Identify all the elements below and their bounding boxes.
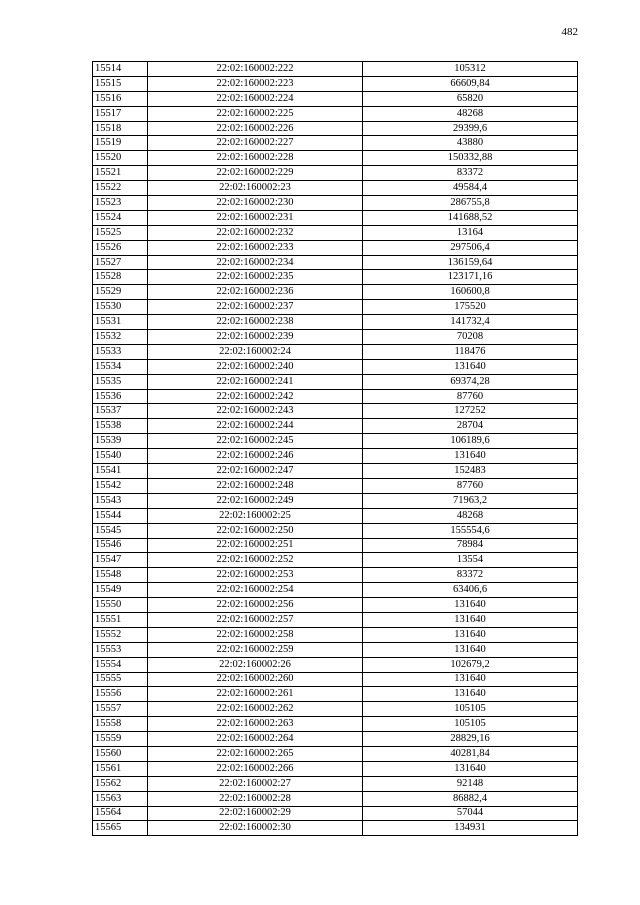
row-number-cell: 15550 bbox=[93, 598, 148, 613]
cadastral-value-cell: 92148 bbox=[363, 776, 578, 791]
table-row bbox=[93, 196, 578, 211]
table-row bbox=[93, 344, 578, 359]
row-number-cell: 15516 bbox=[93, 91, 148, 106]
cadastral-value-table bbox=[92, 61, 578, 836]
table-row bbox=[93, 568, 578, 583]
row-number-cell: 15536 bbox=[93, 389, 148, 404]
cadastral-number-cell: 22:02:160002:231 bbox=[148, 210, 363, 225]
table-row bbox=[93, 225, 578, 240]
table-row bbox=[93, 657, 578, 672]
cadastral-number-cell: 22:02:160002:225 bbox=[148, 106, 363, 121]
cadastral-number-cell: 22:02:160002:230 bbox=[148, 196, 363, 211]
cadastral-number-cell: 22:02:160002:265 bbox=[148, 746, 363, 761]
table-row bbox=[93, 389, 578, 404]
cadastral-number-cell: 22:02:160002:235 bbox=[148, 270, 363, 285]
row-number-cell: 15535 bbox=[93, 374, 148, 389]
cadastral-number-cell: 22:02:160002:240 bbox=[148, 359, 363, 374]
table-row bbox=[93, 553, 578, 568]
cadastral-number-cell: 22:02:160002:260 bbox=[148, 672, 363, 687]
cadastral-value-cell: 105105 bbox=[363, 702, 578, 717]
row-number-cell: 15542 bbox=[93, 478, 148, 493]
row-number-cell: 15558 bbox=[93, 717, 148, 732]
cadastral-number-cell: 22:02:160002:228 bbox=[148, 151, 363, 166]
cadastral-number-cell: 22:02:160002:241 bbox=[148, 374, 363, 389]
row-number-cell: 15515 bbox=[93, 76, 148, 91]
table-row bbox=[93, 330, 578, 345]
table-row bbox=[93, 166, 578, 181]
cadastral-value-cell: 141688,52 bbox=[363, 210, 578, 225]
row-number-cell: 15533 bbox=[93, 344, 148, 359]
cadastral-number-cell: 22:02:160002:247 bbox=[148, 464, 363, 479]
cadastral-value-cell: 150332,88 bbox=[363, 151, 578, 166]
row-number-cell: 15538 bbox=[93, 419, 148, 434]
table-row bbox=[93, 449, 578, 464]
cadastral-number-cell: 22:02:160002:28 bbox=[148, 791, 363, 806]
cadastral-value-cell: 131640 bbox=[363, 687, 578, 702]
cadastral-number-cell: 22:02:160002:261 bbox=[148, 687, 363, 702]
cadastral-number-cell: 22:02:160002:229 bbox=[148, 166, 363, 181]
cadastral-number-cell: 22:02:160002:262 bbox=[148, 702, 363, 717]
cadastral-number-cell: 22:02:160002:23 bbox=[148, 181, 363, 196]
cadastral-number-cell: 22:02:160002:30 bbox=[148, 821, 363, 836]
cadastral-number-cell: 22:02:160002:234 bbox=[148, 255, 363, 270]
table-row bbox=[93, 791, 578, 806]
table-row bbox=[93, 210, 578, 225]
table-row bbox=[93, 702, 578, 717]
cadastral-value-cell: 63406,6 bbox=[363, 583, 578, 598]
table-row bbox=[93, 464, 578, 479]
table-row bbox=[93, 642, 578, 657]
cadastral-number-cell: 22:02:160002:238 bbox=[148, 315, 363, 330]
cadastral-value-cell: 127252 bbox=[363, 404, 578, 419]
cadastral-number-cell: 22:02:160002:244 bbox=[148, 419, 363, 434]
cadastral-number-cell: 22:02:160002:239 bbox=[148, 330, 363, 345]
row-number-cell: 15539 bbox=[93, 434, 148, 449]
cadastral-number-cell: 22:02:160002:254 bbox=[148, 583, 363, 598]
cadastral-value-cell: 131640 bbox=[363, 449, 578, 464]
cadastral-number-cell: 22:02:160002:257 bbox=[148, 612, 363, 627]
row-number-cell: 15529 bbox=[93, 285, 148, 300]
cadastral-number-cell: 22:02:160002:227 bbox=[148, 136, 363, 151]
row-number-cell: 15556 bbox=[93, 687, 148, 702]
row-number-cell: 15543 bbox=[93, 493, 148, 508]
cadastral-value-cell: 131640 bbox=[363, 672, 578, 687]
table-row bbox=[93, 493, 578, 508]
table-row bbox=[93, 285, 578, 300]
cadastral-number-cell: 22:02:160002:263 bbox=[148, 717, 363, 732]
table-row bbox=[93, 121, 578, 136]
cadastral-number-cell: 22:02:160002:29 bbox=[148, 806, 363, 821]
cadastral-value-cell: 136159,64 bbox=[363, 255, 578, 270]
cadastral-value-cell: 131640 bbox=[363, 359, 578, 374]
table-row bbox=[93, 478, 578, 493]
cadastral-number-cell: 22:02:160002:249 bbox=[148, 493, 363, 508]
cadastral-number-cell: 22:02:160002:256 bbox=[148, 598, 363, 613]
cadastral-value-cell: 83372 bbox=[363, 568, 578, 583]
cadastral-value-cell: 131640 bbox=[363, 642, 578, 657]
row-number-cell: 15552 bbox=[93, 627, 148, 642]
cadastral-value-cell: 105312 bbox=[363, 62, 578, 77]
table-row bbox=[93, 315, 578, 330]
row-number-cell: 15537 bbox=[93, 404, 148, 419]
cadastral-value-cell: 102679,2 bbox=[363, 657, 578, 672]
cadastral-number-cell: 22:02:160002:236 bbox=[148, 285, 363, 300]
row-number-cell: 15544 bbox=[93, 508, 148, 523]
table-row bbox=[93, 523, 578, 538]
cadastral-value-cell: 131640 bbox=[363, 612, 578, 627]
cadastral-number-cell: 22:02:160002:251 bbox=[148, 538, 363, 553]
table-row bbox=[93, 746, 578, 761]
table-row bbox=[93, 181, 578, 196]
cadastral-number-cell: 22:02:160002:258 bbox=[148, 627, 363, 642]
cadastral-value-cell: 141732,4 bbox=[363, 315, 578, 330]
cadastral-value-cell: 29399,6 bbox=[363, 121, 578, 136]
cadastral-value-cell: 70208 bbox=[363, 330, 578, 345]
cadastral-value-cell: 28704 bbox=[363, 419, 578, 434]
cadastral-value-cell: 13554 bbox=[363, 553, 578, 568]
table-row bbox=[93, 717, 578, 732]
table-row bbox=[93, 583, 578, 598]
table-row bbox=[93, 106, 578, 121]
cadastral-value-cell: 87760 bbox=[363, 478, 578, 493]
table-row bbox=[93, 255, 578, 270]
cadastral-number-cell: 22:02:160002:233 bbox=[148, 240, 363, 255]
cadastral-value-cell: 297506,4 bbox=[363, 240, 578, 255]
table-row bbox=[93, 821, 578, 836]
cadastral-value-cell: 65820 bbox=[363, 91, 578, 106]
cadastral-value-cell: 71963,2 bbox=[363, 493, 578, 508]
row-number-cell: 15553 bbox=[93, 642, 148, 657]
row-number-cell: 15524 bbox=[93, 210, 148, 225]
cadastral-value-cell: 131640 bbox=[363, 627, 578, 642]
row-number-cell: 15526 bbox=[93, 240, 148, 255]
cadastral-number-cell: 22:02:160002:224 bbox=[148, 91, 363, 106]
row-number-cell: 15517 bbox=[93, 106, 148, 121]
row-number-cell: 15522 bbox=[93, 181, 148, 196]
cadastral-value-cell: 28829,16 bbox=[363, 732, 578, 747]
row-number-cell: 15549 bbox=[93, 583, 148, 598]
row-number-cell: 15551 bbox=[93, 612, 148, 627]
table-row bbox=[93, 776, 578, 791]
cadastral-number-cell: 22:02:160002:248 bbox=[148, 478, 363, 493]
row-number-cell: 15521 bbox=[93, 166, 148, 181]
cadastral-number-cell: 22:02:160002:222 bbox=[148, 62, 363, 77]
cadastral-number-cell: 22:02:160002:26 bbox=[148, 657, 363, 672]
table-row bbox=[93, 374, 578, 389]
table-row bbox=[93, 136, 578, 151]
table-row bbox=[93, 687, 578, 702]
row-number-cell: 15514 bbox=[93, 62, 148, 77]
table-row bbox=[93, 732, 578, 747]
cadastral-value-cell: 106189,6 bbox=[363, 434, 578, 449]
row-number-cell: 15527 bbox=[93, 255, 148, 270]
table-row bbox=[93, 598, 578, 613]
cadastral-value-cell: 131640 bbox=[363, 761, 578, 776]
row-number-cell: 15532 bbox=[93, 330, 148, 345]
cadastral-number-cell: 22:02:160002:25 bbox=[148, 508, 363, 523]
row-number-cell: 15530 bbox=[93, 300, 148, 315]
row-number-cell: 15525 bbox=[93, 225, 148, 240]
row-number-cell: 15560 bbox=[93, 746, 148, 761]
table-row bbox=[93, 806, 578, 821]
cadastral-value-cell: 49584,4 bbox=[363, 181, 578, 196]
cadastral-number-cell: 22:02:160002:24 bbox=[148, 344, 363, 359]
cadastral-value-cell: 123171,16 bbox=[363, 270, 578, 285]
cadastral-value-cell: 48268 bbox=[363, 106, 578, 121]
cadastral-number-cell: 22:02:160002:237 bbox=[148, 300, 363, 315]
row-number-cell: 15548 bbox=[93, 568, 148, 583]
cadastral-number-cell: 22:02:160002:264 bbox=[148, 732, 363, 747]
row-number-cell: 15565 bbox=[93, 821, 148, 836]
table-body bbox=[93, 62, 578, 836]
row-number-cell: 15531 bbox=[93, 315, 148, 330]
cadastral-value-cell: 286755,8 bbox=[363, 196, 578, 211]
table-row bbox=[93, 434, 578, 449]
cadastral-number-cell: 22:02:160002:250 bbox=[148, 523, 363, 538]
cadastral-number-cell: 22:02:160002:253 bbox=[148, 568, 363, 583]
cadastral-number-cell: 22:02:160002:27 bbox=[148, 776, 363, 791]
table-row bbox=[93, 270, 578, 285]
row-number-cell: 15520 bbox=[93, 151, 148, 166]
row-number-cell: 15545 bbox=[93, 523, 148, 538]
row-number-cell: 15541 bbox=[93, 464, 148, 479]
row-number-cell: 15523 bbox=[93, 196, 148, 211]
cadastral-value-cell: 155554,6 bbox=[363, 523, 578, 538]
cadastral-value-cell: 160600,8 bbox=[363, 285, 578, 300]
table-row bbox=[93, 62, 578, 77]
row-number-cell: 15564 bbox=[93, 806, 148, 821]
cadastral-value-cell: 40281,84 bbox=[363, 746, 578, 761]
table-row bbox=[93, 76, 578, 91]
table-row bbox=[93, 300, 578, 315]
row-number-cell: 15554 bbox=[93, 657, 148, 672]
table-row bbox=[93, 419, 578, 434]
row-number-cell: 15555 bbox=[93, 672, 148, 687]
cadastral-value-cell: 152483 bbox=[363, 464, 578, 479]
table-row bbox=[93, 91, 578, 106]
cadastral-number-cell: 22:02:160002:242 bbox=[148, 389, 363, 404]
cadastral-number-cell: 22:02:160002:226 bbox=[148, 121, 363, 136]
table-row bbox=[93, 538, 578, 553]
cadastral-value-cell: 86882,4 bbox=[363, 791, 578, 806]
row-number-cell: 15561 bbox=[93, 761, 148, 776]
table-row bbox=[93, 404, 578, 419]
cadastral-value-cell: 118476 bbox=[363, 344, 578, 359]
cadastral-value-cell: 48268 bbox=[363, 508, 578, 523]
cadastral-number-cell: 22:02:160002:223 bbox=[148, 76, 363, 91]
cadastral-number-cell: 22:02:160002:259 bbox=[148, 642, 363, 657]
table-row bbox=[93, 672, 578, 687]
cadastral-number-cell: 22:02:160002:243 bbox=[148, 404, 363, 419]
cadastral-value-cell: 105105 bbox=[363, 717, 578, 732]
row-number-cell: 15557 bbox=[93, 702, 148, 717]
row-number-cell: 15518 bbox=[93, 121, 148, 136]
row-number-cell: 15519 bbox=[93, 136, 148, 151]
row-number-cell: 15562 bbox=[93, 776, 148, 791]
row-number-cell: 15559 bbox=[93, 732, 148, 747]
cadastral-value-cell: 13164 bbox=[363, 225, 578, 240]
page-number: 482 bbox=[561, 26, 578, 38]
cadastral-value-cell: 69374,28 bbox=[363, 374, 578, 389]
table-row bbox=[93, 761, 578, 776]
row-number-cell: 15546 bbox=[93, 538, 148, 553]
cadastral-value-cell: 78984 bbox=[363, 538, 578, 553]
cadastral-value-cell: 175520 bbox=[363, 300, 578, 315]
row-number-cell: 15540 bbox=[93, 449, 148, 464]
row-number-cell: 15534 bbox=[93, 359, 148, 374]
cadastral-value-cell: 87760 bbox=[363, 389, 578, 404]
cadastral-value-cell: 134931 bbox=[363, 821, 578, 836]
table-row bbox=[93, 359, 578, 374]
cadastral-value-cell: 43880 bbox=[363, 136, 578, 151]
cadastral-number-cell: 22:02:160002:266 bbox=[148, 761, 363, 776]
table-row bbox=[93, 240, 578, 255]
cadastral-number-cell: 22:02:160002:245 bbox=[148, 434, 363, 449]
table-row bbox=[93, 151, 578, 166]
cadastral-value-cell: 66609,84 bbox=[363, 76, 578, 91]
row-number-cell: 15528 bbox=[93, 270, 148, 285]
cadastral-value-cell: 83372 bbox=[363, 166, 578, 181]
cadastral-number-cell: 22:02:160002:232 bbox=[148, 225, 363, 240]
row-number-cell: 15563 bbox=[93, 791, 148, 806]
table-row bbox=[93, 612, 578, 627]
row-number-cell: 15547 bbox=[93, 553, 148, 568]
cadastral-value-cell: 57044 bbox=[363, 806, 578, 821]
cadastral-number-cell: 22:02:160002:246 bbox=[148, 449, 363, 464]
table-row bbox=[93, 627, 578, 642]
cadastral-value-cell: 131640 bbox=[363, 598, 578, 613]
cadastral-number-cell: 22:02:160002:252 bbox=[148, 553, 363, 568]
table-row bbox=[93, 508, 578, 523]
